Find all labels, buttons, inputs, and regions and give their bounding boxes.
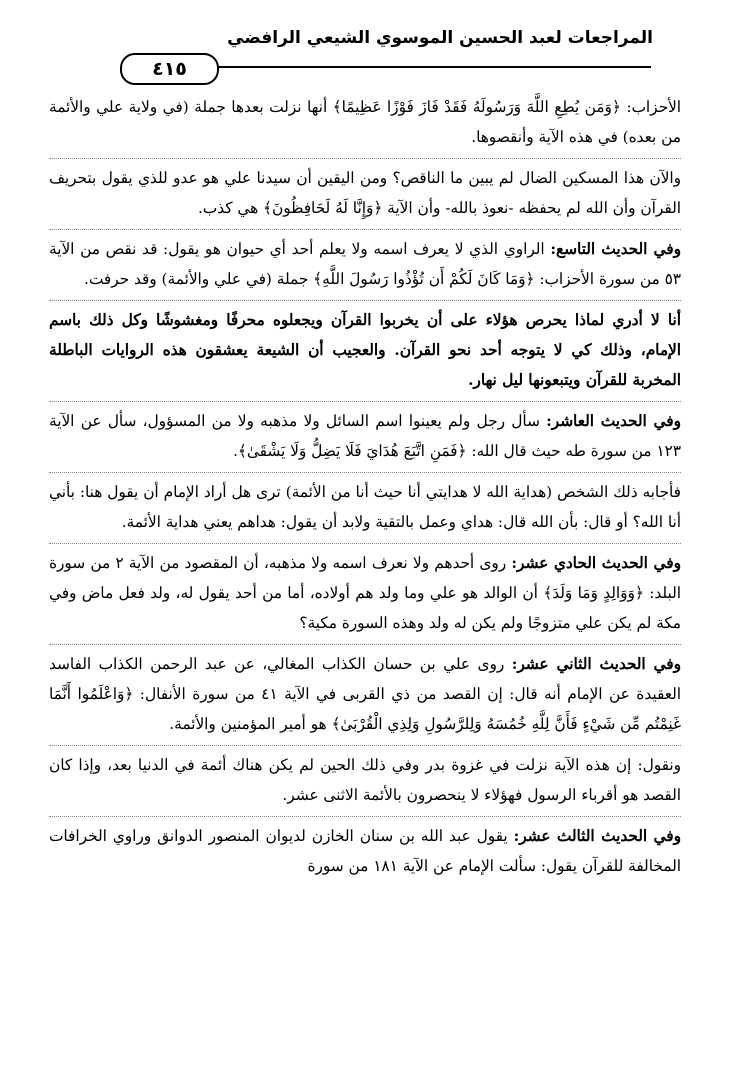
paragraph-text: أنا لا أدري لماذا يحرص هؤلاء على أن يخربوا القرآن ويجعلوه محرفًا ومغشوشًا وكل ذلك باسم الإمام، وذلك كي لا يتوجه أحد نحو القرآن. والعجيب أن الشيعة يعشقون هذه الروايات الباطلة المخربة للقرآن ويتبعونها ليل نهار. xyxy=(49,311,681,389)
paragraph-divider xyxy=(49,401,681,402)
paragraph-divider xyxy=(49,472,681,473)
paragraph xyxy=(49,305,681,395)
header-rule xyxy=(181,66,651,68)
paragraph-divider xyxy=(49,300,681,301)
paragraph xyxy=(49,406,681,466)
paragraph xyxy=(49,821,681,881)
paragraph-text: روى علي بن حسان الكذاب المغالي، عن عبد الرحمن الكذاب الفاسد العقيدة عن الإمام أنه قال: إن القصد من ذي القربى في الآية ٤١ من سورة الأنفال: ﴿وَاعْلَمُوا أَنَّمَا غَنِمْتُم مِّن شَيْءٍ فَأَنَّ لِلَّهِ خُمُسَهُ وَلِلرَّسُولِ وَلِذِي الْقُرْبَىٰ﴾ هو أمير المؤمنين والأئمة. xyxy=(49,655,681,733)
paragraph-divider xyxy=(49,745,681,746)
paragraph-text: سأل رجل ولم يعينوا اسم السائل ولا مذهبه ولا من المسؤول، سأل عن الآية ١٢٣ من سورة طه حيث قال الله: ﴿فَمَنِ اتَّبَعَ هُدَايَ فَلَا يَضِلُّ وَلَا يَشْقَىٰ﴾. xyxy=(49,412,681,460)
paragraph-divider xyxy=(49,644,681,645)
paragraph-text: فأجابه ذلك الشخص (هداية الله لا هدايتي أنا حيث أنا من الأئمة) ترى هل أراد الإمام أن يقول هنا: بأني أنا الله؟ أو قال: بأن الله قال: هداي وعمل بالتقية ولابد أن يقول: هداهم يعني هداية الأئمة. xyxy=(49,483,681,531)
paragraph-divider xyxy=(49,816,681,817)
paragraph-divider xyxy=(49,229,681,230)
paragraph xyxy=(49,234,681,294)
paragraph-text: ونقول: إن هذه الآية نزلت في غزوة بدر وفي ذلك الحين لم يكن هناك أئمة في الدنيا بعد، وإذا كان القصد هو أقرباء الرسول فهؤلاء لا ينحصرون بالأئمة الاثنى عشر. xyxy=(49,756,681,804)
paragraph-divider xyxy=(49,158,681,159)
paragraph xyxy=(49,92,681,152)
paragraph-lead: وفي الحديث الحادي عشر: xyxy=(511,554,682,572)
paragraph xyxy=(49,750,681,810)
paragraph-text: الراوي الذي لا يعرف اسمه ولا يعلم أحد أي حيوان هو يقول: قد نقص من الآية ٥٣ من سورة الأحزاب: ﴿وَمَا كَانَ لَكُمْ أَن تُؤْذُوا رَسُولَ اللَّهِ﴾ جملة (في علي والأئمة) وقد حرفت. xyxy=(49,240,681,288)
paragraph-lead: وفي الحديث التاسع: xyxy=(550,240,681,258)
page-number: ٤١٥ xyxy=(120,53,219,85)
paragraph xyxy=(49,477,681,537)
paragraph-text: والآن هذا المسكين الضال لم يبين ما الناقص؟ ومن اليقين أن سيدنا علي هو عدو للذي يقول بتحريف القرآن وأن الله لم يحفظه -نعوذ بالله- وأن الآية ﴿وَإِنَّا لَهُ لَحَافِظُونَ﴾ هي كذب. xyxy=(49,169,681,217)
paragraph xyxy=(49,163,681,223)
paragraph-lead: وفي الحديث العاشر: xyxy=(546,412,681,430)
body-text xyxy=(49,92,681,887)
paragraph-text: الأحزاب: ﴿وَمَن يُطِعِ اللَّهَ وَرَسُولَهُ فَقَدْ فَازَ فَوْزًا عَظِيمًا﴾ أنها نزلت بعدها جملة (في ولاية علي والأئمة من بعده) في هذه الآية وأنقصوها. xyxy=(49,98,681,146)
paragraph-lead: وفي الحديث الثالث عشر: xyxy=(513,827,682,845)
paragraph-text: روى أحدهم ولا نعرف اسمه ولا مذهبه، أن المقصود من الآية ٢ من سورة البلد: ﴿وَوَالِدٍ وَمَا وَلَدَ﴾ أن الوالد هو علي وما ولد هم أولاده، أما من أحد يقول له، ولد فعل ماض وفي مكة لم يكن علي متزوجًا ولم يكن له ولد وهذه السورة مكية؟ xyxy=(49,554,681,632)
paragraph-divider xyxy=(49,543,681,544)
paragraph-text: يقول عبد الله بن سنان الخازن لديوان المنصور الدوانق وراوي الخرافات المخالفة للقرآن يقول: سألت الإمام عن الآية ١٨١ من سورة xyxy=(49,827,681,875)
running-title: المراجعات لعبد الحسين الموسوي الشيعي الرافضي xyxy=(227,28,653,48)
paragraph xyxy=(49,649,681,739)
paragraph xyxy=(49,548,681,638)
paragraph-lead: وفي الحديث الثاني عشر: xyxy=(511,655,682,673)
